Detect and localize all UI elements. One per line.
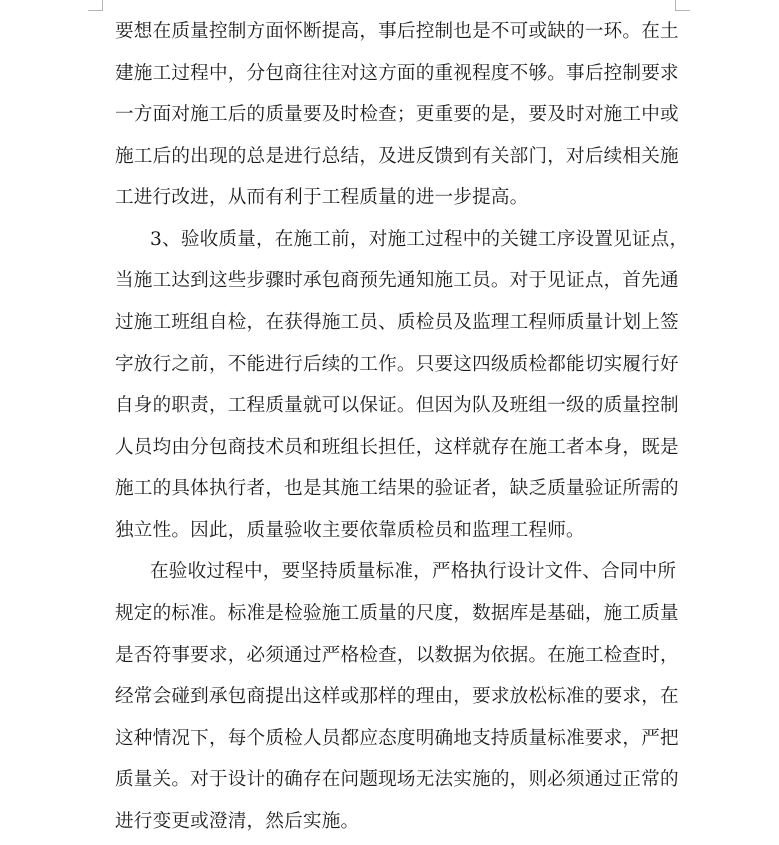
text-line: 过施工班组自检，在获得施工员、质检员及监理工程师质量计划上签 — [115, 312, 679, 333]
text-line: 施工后的出现的总是进行总结，及进反馈到有关部门，对后续相关施 — [115, 146, 679, 167]
text-line: 质量关。对于设计的确存在问题现场无法实施的，则必须通过正常的 — [115, 769, 679, 790]
text-line: 自身的职责，工程质量就可以保证。但因为队及班组一级的质量控制 — [115, 395, 679, 416]
text-line: 独立性。因此，质量验收主要依靠质检员和监理工程师。 — [115, 520, 585, 541]
text-line: 是否符事要求，必须通过严格检查，以数据为依据。在施工检查时， — [115, 645, 679, 666]
text-line: 当施工达到这些步骤时承包商预先通知施工员。对于见证点，首先通 — [115, 270, 679, 291]
text-line: 进行变更或澄清，然后实施。 — [115, 811, 360, 832]
text-line: 施工的具体执行者，也是其施工结果的验证者，缺乏质量验证所需的 — [115, 478, 679, 499]
text-line: 3、验收质量，在施工前，对施工过程中的关键工序设置见证点， — [150, 229, 689, 250]
margin-corner-mark-right — [675, 0, 690, 11]
text-line: 工进行改进，从而有利于工程质量的进一步提高。 — [115, 187, 529, 208]
text-line: 人员均由分包商技术员和班组长担任，这样就存在施工者本身，既是 — [115, 437, 679, 458]
text-line: 要想在质量控制方面怀断提高，事后控制也是不可或缺的一环。在土 — [115, 21, 679, 42]
text-line: 经常会碰到承包商提出这样或那样的理由，要求放松标准的要求，在 — [115, 686, 679, 707]
text-line: 建施工过程中，分包商往往对这方面的重视程度不够。事后控制要求 — [115, 63, 679, 84]
text-line: 这种情况下，每个质检人员都应态度明确地支持质量标准要求，严把 — [115, 728, 679, 749]
text-line: 规定的标准。标准是检验施工质量的尺度，数据库是基础，施工质量 — [115, 603, 679, 624]
margin-corner-mark-left — [88, 0, 103, 11]
text-line: 字放行之前，不能进行后续的工作。只要这四级质检都能切实履行好 — [115, 354, 679, 375]
text-line: 一方面对施工后的质量要及时检查；更重要的是，要及时对施工中或 — [115, 104, 679, 125]
text-line: 在验收过程中，要坚持质量标准，严格执行设计文件、合同中所 — [150, 561, 677, 582]
